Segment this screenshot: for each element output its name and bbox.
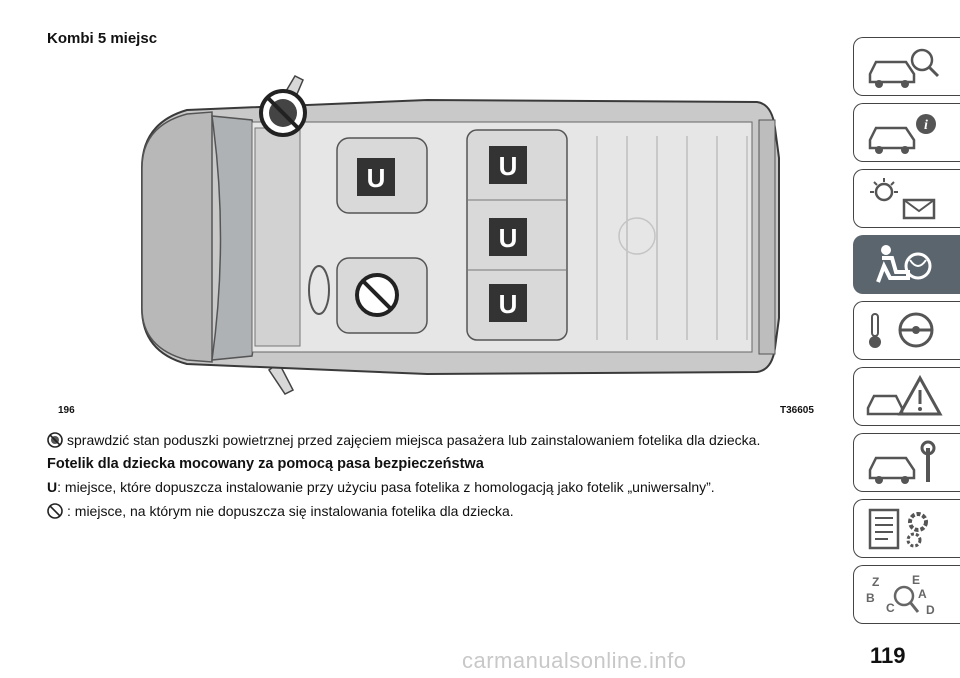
airbag-warning-icon (47, 432, 63, 448)
svg-text:B: B (866, 591, 875, 605)
forbidden-description (47, 503, 514, 519)
vehicle-top-view-figure (47, 58, 823, 420)
seat-u-badge-rear-3 (489, 284, 527, 322)
tab-specifications[interactable] (853, 499, 960, 558)
tab-car-search[interactable] (853, 37, 960, 96)
page-number: 119 (870, 643, 906, 668)
forbidden-seat-icon (357, 275, 397, 315)
tab-steering[interactable] (853, 301, 960, 360)
tab-car-info[interactable] (853, 103, 960, 162)
svg-text:U: U (498, 289, 518, 319)
car-warning-triangle-icon (864, 374, 944, 420)
svg-text:Z: Z (872, 575, 880, 589)
hood (142, 112, 212, 362)
tab-warning-lights[interactable] (853, 169, 960, 228)
u-label: U (47, 479, 58, 495)
specs-gear-icon (864, 506, 944, 552)
forbidden-icon (47, 503, 63, 519)
svg-text:U: U (366, 163, 386, 193)
svg-text:A: A (918, 587, 927, 601)
svg-text:i: i (924, 118, 928, 133)
tab-safety[interactable] (853, 235, 960, 294)
dashboard (255, 128, 300, 346)
car-wrench-icon (864, 440, 944, 486)
u-description-text: : miejsce, które dopuszcza instalowanie przy użyciu pasa fotelika z homologacją jako fotelik „uniwersalny”. (57, 479, 715, 495)
seat-u-badge-rear-1 (489, 146, 527, 184)
steering-key-icon (864, 308, 944, 354)
section-heading: Kombi 5 miejsc (47, 30, 158, 47)
svg-text:C: C (886, 601, 895, 615)
car-search-icon (864, 44, 944, 90)
watermark: carmanualsonline.info (462, 648, 687, 673)
tab-maintenance[interactable] (853, 433, 960, 492)
u-description (47, 479, 715, 495)
airbag-warning-icon (261, 91, 305, 135)
tab-emergency[interactable] (853, 367, 960, 426)
car-info-icon (864, 110, 944, 156)
svg-text:U: U (498, 223, 518, 253)
seat-u-badge-rear-2 (489, 218, 527, 256)
seat-u-badge-front-left (357, 158, 395, 196)
forbidden-description-text: : miejsce, na którym nie dopuszcza się instalowania fotelika dla dziecka. (67, 503, 514, 519)
airbag-note-text: sprawdzić stan poduszki powietrznej przed zajęciem miejsca pasażera lub zainstalowaniem fotelika dla dziecka. (67, 432, 761, 448)
airbag-note (47, 432, 760, 448)
van-diagram (47, 58, 823, 420)
airbag-seat-icon (864, 242, 944, 288)
svg-text:U: U (498, 151, 518, 181)
rear-door (759, 120, 775, 354)
svg-text:D: D (926, 603, 935, 617)
subheading: Fotelik dla dziecka mocowany za pomocą pasa bezpieczeństwa (47, 456, 484, 472)
tab-index[interactable] (853, 565, 960, 624)
svg-text:E: E (912, 573, 921, 587)
alphabet-index-icon (864, 572, 944, 618)
figure-code: T36605 (780, 405, 814, 416)
figure-number: 196 (58, 405, 75, 416)
warning-lights-message-icon (864, 176, 944, 222)
